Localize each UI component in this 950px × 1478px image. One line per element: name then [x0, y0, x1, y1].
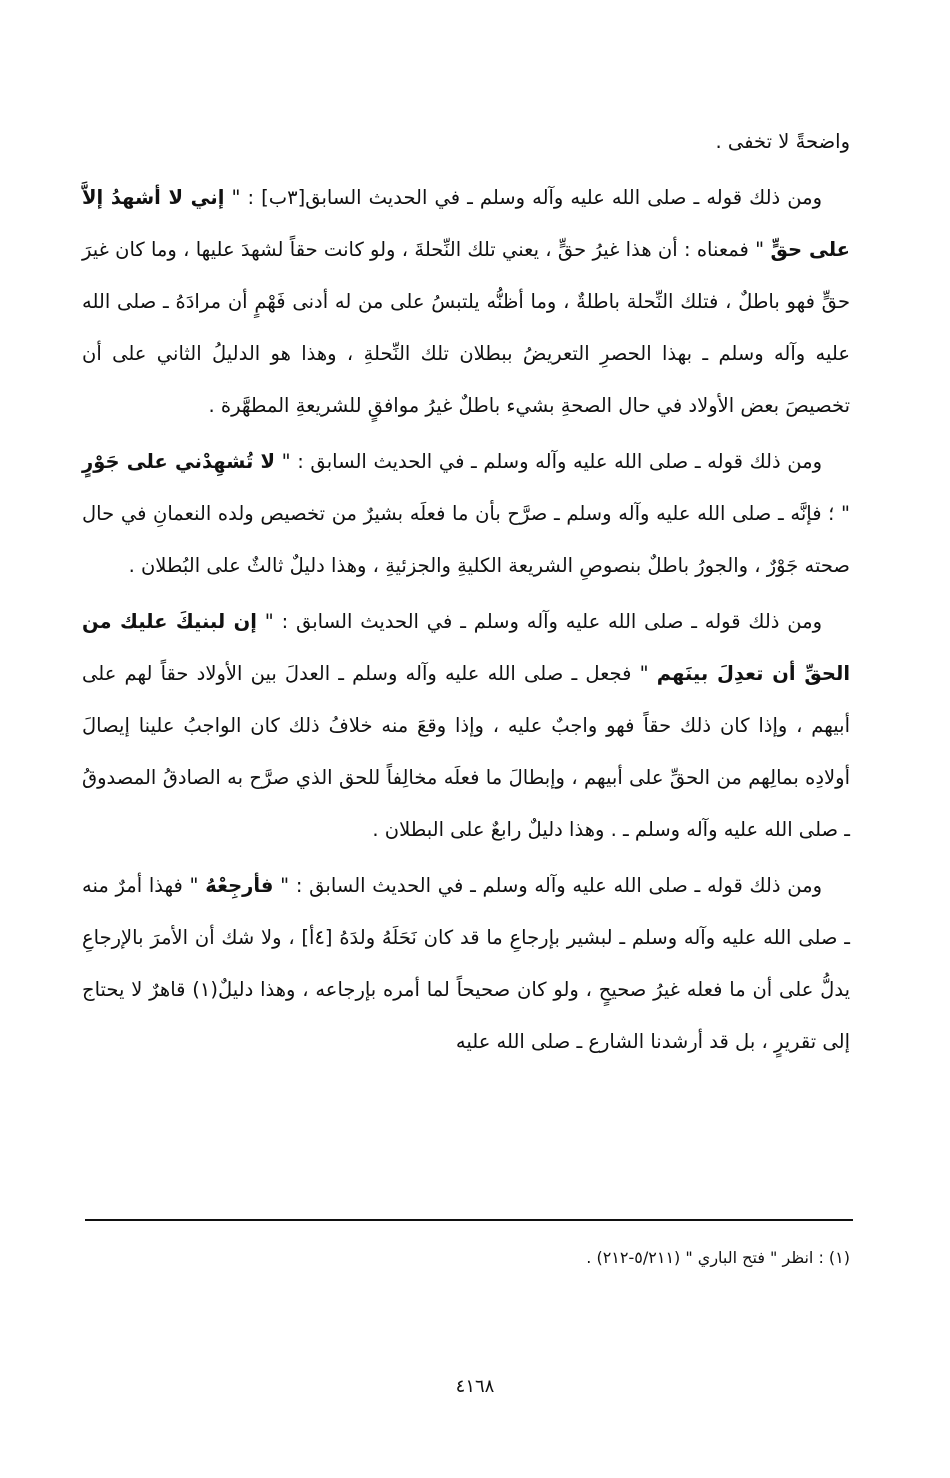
- footnote-separator: [85, 1219, 853, 1221]
- paragraph-3-lead: ومن ذلك قوله ـ صلى الله عليه وآله وسلم ـ في الحديث السابق : ": [275, 450, 822, 473]
- paragraph-4-lead: ومن ذلك قوله ـ صلى الله عليه وآله وسلم ـ في الحديث السابق : ": [256, 610, 822, 633]
- page-number: ٤١٦٨: [455, 1376, 495, 1397]
- paragraph-4: [82, 596, 850, 856]
- body-text: [82, 116, 850, 1068]
- paragraph-2-body: " فمعناه : أن هذا غيرُ حقٍّ ، يعني تلك النِّحلةَ ، ولو كانت حقاً لشهدَ عليها ، وما كان غيرَ حقٍّ فهو باطلٌ ، فتلك النِّحلة باطلةٌ ، وما أظنُّه يلتبسُ على من له أدنى فَهْمٍ أن مرادَهُ ـ صلى الله عليه وآله وسلم ـ بهذا الحصرِ التعريضُ ببطلان تلك النِّحلةِ ، وهذا هو الدليلُ الثاني على أن تخصيصَ بعض الأولاد في حال الصحةِ بشيء باطلٌ غيرُ موافقٍ للشريعةِ المطهَّرة .: [82, 238, 850, 417]
- paragraph-2: [82, 172, 850, 432]
- paragraph-1: [82, 116, 850, 168]
- footnote: (١) : انظر " فتح الباري " (٥/٢١١-٢١٢) .: [586, 1248, 850, 1267]
- hadith-quote-2: لا تُشهِدْني على جَوْرٍ: [82, 450, 276, 473]
- paragraph-5-lead: ومن ذلك قوله ـ صلى الله عليه وآله وسلم ـ في الحديث السابق : ": [273, 874, 822, 897]
- paragraph-2-lead: ومن ذلك قوله ـ صلى الله عليه وآله وسلم ـ في الحديث السابق[٣ب] : ": [224, 186, 823, 209]
- paragraph-3: [82, 436, 850, 592]
- hadith-quote-3: إن لبنيكَ عليك من الحقِّ أن تعدِلَ بينَهم: [82, 610, 850, 685]
- paragraph-3-body: " ؛ فإنَّه ـ صلى الله عليه وآله وسلم ـ صرَّح بأن ما فعلَه بشيرٌ من تخصيص ولده النعمانِ في حال صحته جَوْرٌ ، والجورُ باطلٌ بنصوصِ الشريعة الكليةِ والجزئيةِ ، وهذا دليلٌ ثالثٌ على البُطلان .: [82, 502, 850, 577]
- paragraph-1-text: واضحةً لا تخفى .: [715, 130, 850, 153]
- hadith-quote-1: إني لا أشهدُ إلاَّ على حقٍّ: [82, 186, 850, 261]
- paragraph-4-body: " فجعل ـ صلى الله عليه وآله وسلم ـ العدلَ بين الأولاد حقاً لهم على أبيهم ، وإذا كان ذلك حقاً فهو واجبٌ عليه ، وإذا وقعَ منه خلافُ ذلك كان الواجبُ علينا إيصالَ أولادِه بمالِهم من الحقِّ على أبيهم ، وإبطالَ ما فعلَه مخالِفاً للحق الذي صرَّح به الصادقُ المصدوقُ ـ صلى الله عليه وآله وسلم ـ . وهذا دليلٌ رابعٌ على البطلان .: [82, 662, 850, 841]
- paragraph-5: [82, 860, 850, 1068]
- hadith-quote-4: فأرجِعْهُ: [205, 874, 274, 897]
- paragraph-5-body: " فهذا أمرٌ منه ـ صلى الله عليه وآله وسلم ـ لبشير بإرجاعِ ما قد كان نَحَلَهُ ولدَهُ [٤أ] ، ولا شك أن الأمرَ بالإرجاعِ يدلُّ على أن ما فعله غيرُ صحيحٍ ، ولو كان صحيحاً لما أمره بإرجاعه ، وهذا دليلٌ(١) قاهرٌ لا يحتاج إلى تقريرٍ ، بل قد أرشدنا الشارع ـ صلى الله عليه: [82, 874, 851, 1053]
